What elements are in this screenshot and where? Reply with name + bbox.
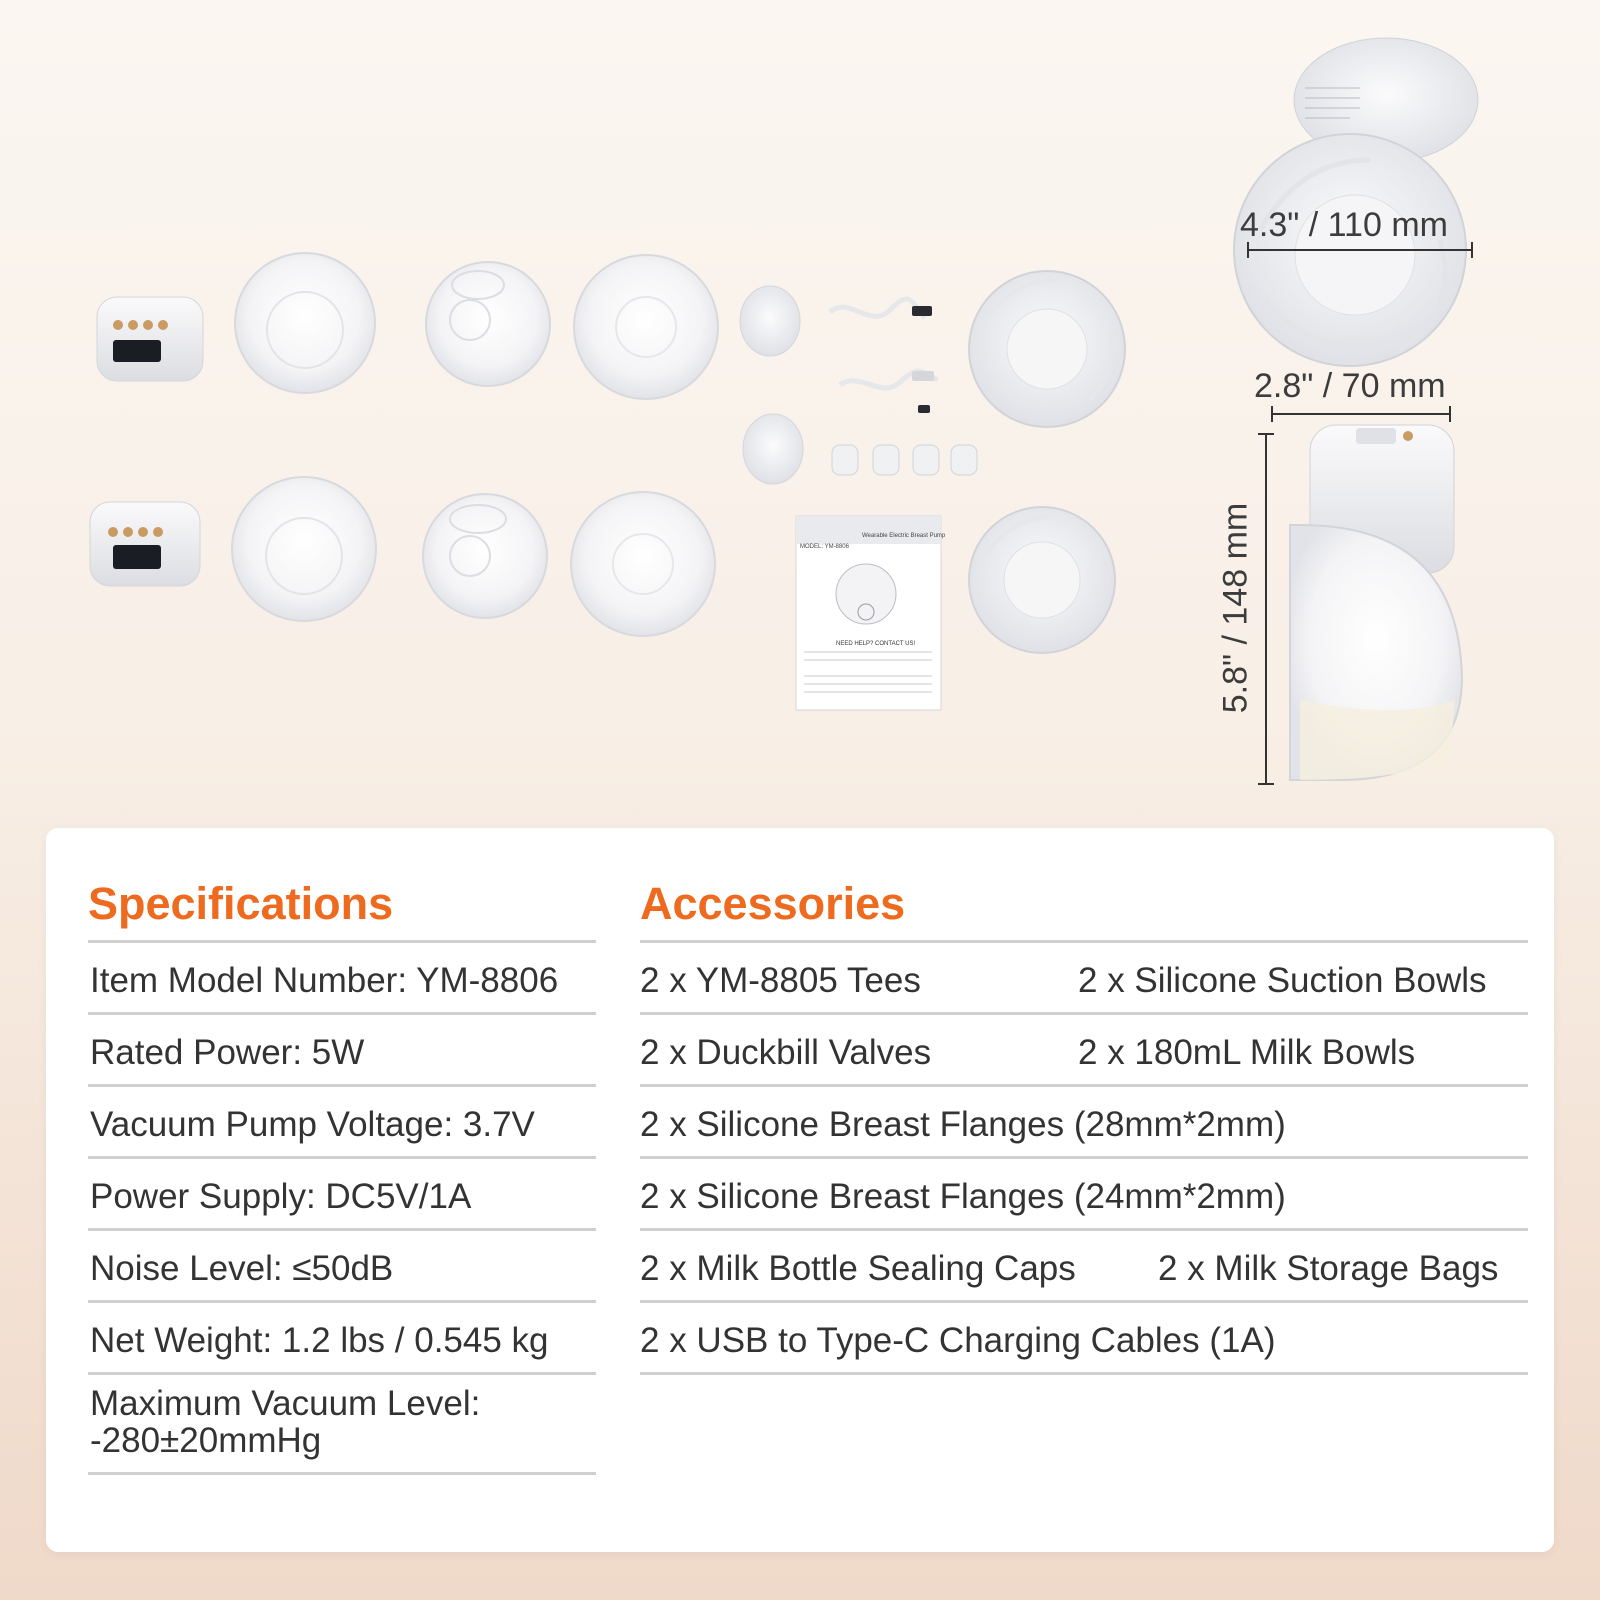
accessory-item: 2 x USB to Type-C Charging Cables (1A) [640, 1321, 1276, 1360]
charging-cable-2 [840, 371, 938, 413]
manual-help: NEED HELP? CONTACT US! [836, 641, 916, 647]
accessory-row-end [640, 1372, 1528, 1375]
manual-model: MODEL: YM-8806 [800, 544, 849, 550]
spec-row [88, 1372, 596, 1472]
spec-item: Noise Level: ≤50dB [90, 1249, 394, 1288]
height-dim-line [1258, 434, 1274, 784]
spec-item: Rated Power: 5W [90, 1033, 365, 1072]
accessories-list [640, 940, 1528, 1375]
tee-2 [423, 494, 547, 618]
accessory-item: 2 x Duckbill Valves [640, 1033, 932, 1072]
spec-row [88, 1156, 596, 1228]
accessory-row [640, 1300, 1528, 1372]
depth-label: 2.8" / 70 mm [1254, 367, 1446, 405]
accessory-row [640, 1084, 1528, 1156]
accessory-row [640, 1012, 1528, 1084]
accessory-item: 2 x Silicone Suction Bowls [1078, 961, 1487, 1000]
accessory-item: 2 x Silicone Breast Flanges (28mm*2mm) [640, 1105, 1286, 1144]
diameter-label: 4.3" / 110 mm [1240, 206, 1448, 244]
suction-bowl-1 [235, 253, 375, 393]
spec-row [88, 1300, 596, 1372]
flange-2 [571, 492, 715, 636]
spec-item: Vacuum Pump Voltage: 3.7V [90, 1105, 535, 1144]
spec-row [88, 1012, 596, 1084]
duckbill-valves [832, 445, 977, 475]
specifications-list [88, 940, 596, 1475]
accessory-row [640, 1228, 1528, 1300]
instruction-manual [796, 516, 946, 710]
motor-unit-2 [90, 502, 200, 586]
spec-row [88, 940, 596, 1012]
depth-dim-line [1272, 406, 1450, 422]
spec-row [88, 1084, 596, 1156]
specifications-title: Specifications [88, 878, 394, 929]
spec-item: Maximum Vacuum Level: -280±20mmHg [90, 1384, 481, 1460]
spec-item: Net Weight: 1.2 lbs / 0.545 kg [90, 1321, 549, 1360]
tee-1 [426, 262, 550, 386]
spec-row [88, 1228, 596, 1300]
spec-item: Power Supply: DC5V/1A [90, 1177, 472, 1216]
pump-side-view [1290, 425, 1462, 780]
accessory-item: 2 x Milk Storage Bags [1158, 1249, 1499, 1288]
milk-bowl-2 [969, 507, 1115, 653]
spec-row-end [88, 1472, 596, 1475]
valve-disc-2 [743, 414, 803, 484]
accessory-row [640, 940, 1528, 1012]
charging-cable-1 [830, 299, 932, 318]
spec-item: Item Model Number: YM-8806 [90, 961, 559, 1000]
accessory-row [640, 1156, 1528, 1228]
suction-bowl-2 [232, 477, 376, 621]
milk-bowl-1 [969, 271, 1125, 427]
accessory-item: 2 x Silicone Breast Flanges (24mm*2mm) [640, 1177, 1286, 1216]
manual-title: Wearable Electric Breast Pump [862, 533, 946, 539]
accessory-item: 2 x Milk Bottle Sealing Caps [640, 1249, 1076, 1288]
motor-unit-1 [97, 297, 203, 381]
height-label: 5.8" / 148 mm [1216, 502, 1255, 714]
valve-disc-1 [740, 286, 800, 356]
accessory-item: 2 x YM-8805 Tees [640, 961, 921, 1000]
specs-card [46, 828, 1554, 1552]
accessories-title: Accessories [640, 878, 906, 929]
accessory-item: 2 x 180mL Milk Bowls [1078, 1033, 1416, 1072]
flange-1 [574, 255, 718, 399]
